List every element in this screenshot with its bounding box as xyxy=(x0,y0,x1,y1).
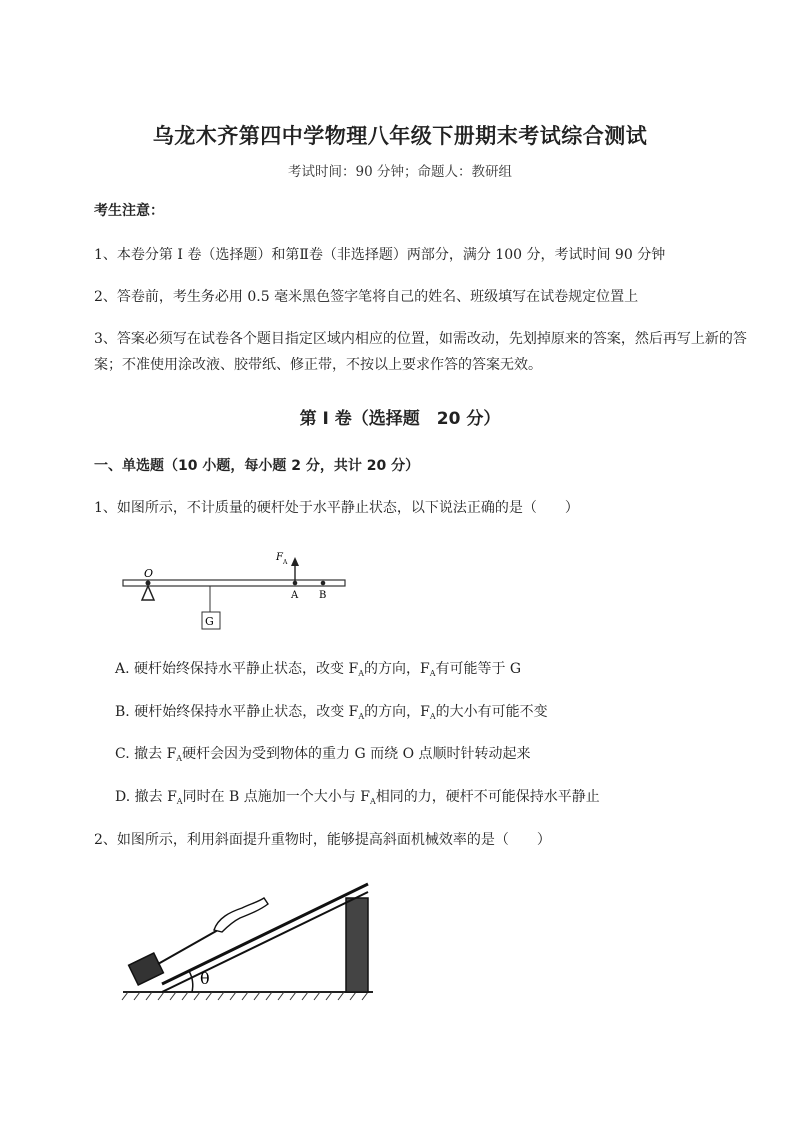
label-fa: F xyxy=(276,552,283,563)
option-d-sub-1: A xyxy=(176,797,183,806)
option-d-text-2: 同时在 B 点施加一个大小与 F xyxy=(182,789,370,805)
option-b-text-3: 的大小有可能不变 xyxy=(435,704,548,720)
label-b: B xyxy=(319,590,327,601)
heavy-object xyxy=(129,953,164,985)
pull-rope xyxy=(158,930,218,964)
point-b xyxy=(321,581,326,586)
option-d-text-3: 相同的力，硬杆不可能保持水平静止 xyxy=(375,789,600,805)
option-d-text-1: D. 撤去 F xyxy=(115,789,177,805)
force-arrow-head xyxy=(291,557,299,566)
point-a xyxy=(293,581,298,586)
section-title: 第 I 卷（选择题 20 分） xyxy=(299,409,501,429)
note-item-2: 2、答卷前，考生务必用 0.5 毫米黑色签字笔将自己的姓名、班级填写在试卷规定位置上 xyxy=(94,289,639,305)
note-item-1: 1、本卷分第 I 卷（选择题）和第Ⅱ卷（非选择题）两部分，满分 100 分，考试时间 90 分钟 xyxy=(94,247,666,263)
option-b-text-2: 的方向，F xyxy=(364,704,430,720)
pivot-support xyxy=(142,586,154,600)
option-d-sub-2: A xyxy=(369,797,376,806)
angle-label: θ xyxy=(200,969,210,988)
note-item-3: 3、答案必须写在试卷各个题目指定区域内相应的位置，如需改动，先划掉原来的答案，然后再写上新的答案；不准使用涂改液、胶带纸、修正带，不按以上要求作答的答案无效。 xyxy=(94,331,747,373)
option-a-text-1: A. 硬杆始终保持水平静止状态，改变 F xyxy=(115,661,359,677)
support-block xyxy=(346,898,368,992)
label-a: A xyxy=(291,590,299,601)
option-c-sub-1: A xyxy=(176,754,183,763)
incline-bottom xyxy=(162,892,368,992)
option-a-sub-1: A xyxy=(358,669,364,678)
label-g: G xyxy=(205,615,214,628)
option-b-sub-1: A xyxy=(358,712,365,721)
notes-heading: 考生注意： xyxy=(94,203,164,219)
ground-hatching xyxy=(122,992,368,1000)
lever-rod xyxy=(123,580,345,586)
option-b-sub-2: A xyxy=(429,712,436,721)
question-2-stem: 2、如图所示，利用斜面提升重物时，能够提高斜面机械效率的是（ ） xyxy=(94,832,551,848)
exam-subtitle: 考试时间：90 分钟；命题人：教研组 xyxy=(288,164,512,180)
option-b-text-1: B. 硬杆始终保持水平静止状态，改变 F xyxy=(115,704,359,720)
option-c[interactable] xyxy=(115,744,531,769)
option-a-text-3: 有可能等于 G xyxy=(435,661,522,677)
lever-figure xyxy=(118,545,358,635)
label-o: O xyxy=(144,567,154,580)
exam-title: 乌龙木齐第四中学物理八年级下册期末考试综合测试 xyxy=(152,124,648,148)
option-c-text-2: 硬杆会因为受到物体的重力 G 而绕 O 点顺时针转动起来 xyxy=(182,746,531,762)
part-heading: 一、单选题（10 小题，每小题 2 分，共计 20 分） xyxy=(94,458,420,474)
label-fa-sub: A xyxy=(283,559,288,566)
question-1-stem: 1、如图所示，不计质量的硬杆处于水平静止状态，以下说法正确的是（ ） xyxy=(94,500,579,516)
option-a[interactable] xyxy=(115,659,521,684)
option-b[interactable] xyxy=(115,702,548,727)
option-a-sub-2: A xyxy=(429,669,436,678)
hand-icon xyxy=(214,898,268,932)
option-a-text-2: 的方向，F xyxy=(363,661,430,677)
option-d[interactable] xyxy=(115,787,600,812)
incline-figure xyxy=(118,868,378,1008)
option-c-text-1: C. 撤去 F xyxy=(115,746,177,762)
incline-angle-arc xyxy=(189,971,193,992)
